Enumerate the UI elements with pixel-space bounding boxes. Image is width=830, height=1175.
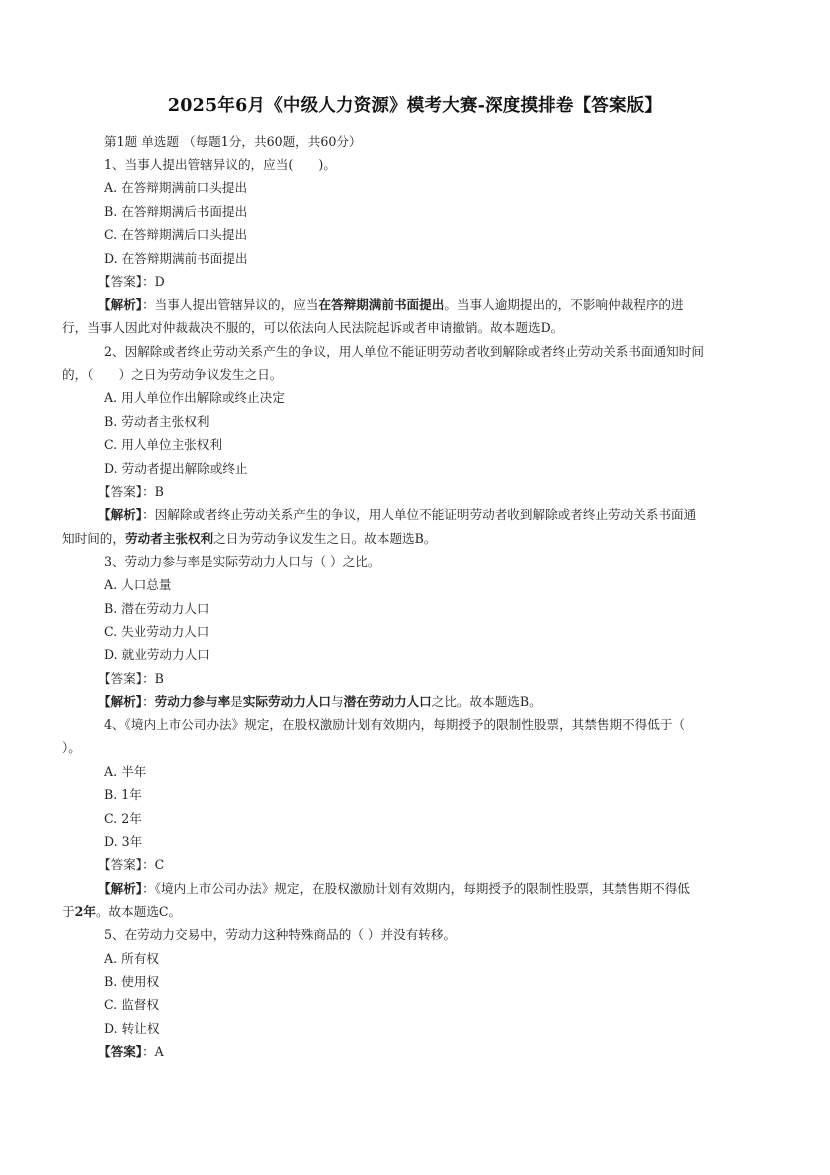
question-2-option-c: C. 用人单位主张权利 (104, 437, 222, 452)
question-4-analysis-line2: 于2年。故本题选C。 (62, 904, 182, 919)
page-title: 2025年6月《中级人力资源》模考大赛-深度摸排卷【答案版】 (167, 96, 663, 116)
question-4-option-a: A. 半年 (104, 764, 147, 779)
question-1-analysis-line2: 行，当事人因此对仲裁裁决不服的，可以依法向人民法院起诉或者申请撤销。故本题选D。 (62, 320, 564, 335)
question-2-stem-line1: 2、因解除或者终止劳动关系产生的争议，用人单位不能证明劳动者收到解除或者终止劳动关系书面通知时间 (104, 344, 704, 359)
question-1-option-a: A. 在答辩期满前口头提出 (104, 180, 248, 195)
question-3-option-d: D. 就业劳动力人口 (104, 647, 210, 662)
question-5-answer: 【答案】：A (98, 1044, 164, 1059)
question-2-answer: 【答案】：B (98, 484, 164, 499)
question-1-analysis-line1: 【解析】：当事人提出管辖异议的，应当在答辩期满前书面提出。当事人逾期提出的，不影响仲裁程序的进 (98, 297, 684, 312)
answer-label: 【答案】 (98, 484, 143, 499)
analysis-label: 【解析】 (98, 507, 143, 522)
question-3-answer: 【答案】：B (98, 671, 164, 686)
question-4-option-d: D. 3年 (104, 834, 143, 849)
answer-value: D (154, 274, 165, 289)
question-4-answer: 【答案】：C (98, 857, 165, 872)
question-3-option-a: A. 人口总量 (104, 577, 172, 592)
question-4-analysis-line1: 【解析】：《境内上市公司办法》规定，在股权激励计划有效期内，每期授予的限制性股票，其禁售期不得低 (98, 881, 690, 896)
answer-value: B (154, 484, 164, 499)
section-heading: 第1题 单选题 （每题1分，共60题，共60分） (104, 134, 362, 149)
answer-label: 【答案】 (98, 1044, 143, 1059)
question-4-option-c: C. 2年 (104, 811, 142, 826)
analysis-label: 【解析】 (98, 694, 143, 709)
question-4-stem-line2: ）。 (62, 740, 81, 755)
question-2-option-a: A. 用人单位作出解除或终止决定 (104, 390, 285, 405)
question-1-answer: 【答案】：D (98, 274, 165, 289)
question-3-stem: 3、劳动力参与率是实际劳动力人口与（ ）之比。 (104, 554, 381, 569)
question-1-option-c: C. 在答辩期满后口头提出 (104, 227, 248, 242)
question-3-option-b: B. 潜在劳动力人口 (104, 601, 210, 616)
question-5-option-c: C. 监督权 (104, 997, 159, 1012)
question-4-option-b: B. 1年 (104, 787, 142, 802)
question-5-stem: 5、在劳动力交易中，劳动力这种特殊商品的（ ）并没有转移。 (104, 927, 457, 942)
answer-value: C (154, 857, 165, 872)
question-5-option-b: B. 使用权 (104, 974, 160, 989)
question-5-option-d: D. 转让权 (104, 1021, 160, 1036)
question-2-analysis-line1: 【解析】：因解除或者终止劳动关系产生的争议，用人单位不能证明劳动者收到解除或者终止劳动关系书面通 (98, 507, 697, 522)
question-3-analysis: 【解析】：劳动力参与率是实际劳动力人口与潜在劳动力人口之比。故本题选B。 (98, 694, 542, 709)
question-4-stem-line1: 4、《境内上市公司办法》规定，在股权激励计划有效期内，每期授予的限制性股票，其禁售期不得低于（ (104, 717, 686, 732)
answer-value: A (154, 1044, 164, 1059)
analysis-label: 【解析】 (98, 297, 143, 312)
question-1-option-d: D. 在答辩期满前书面提出 (104, 251, 248, 266)
analysis-label: 【解析】 (98, 881, 143, 896)
question-2-analysis-line2: 知时间的，劳动者主张权利之日为劳动争议发生之日。故本题选B。 (62, 531, 437, 546)
answer-label: 【答案】 (98, 671, 143, 686)
question-2-option-d: D. 劳动者提出解除或终止 (104, 461, 248, 476)
question-2-stem-line2: 的，（ ）之日为劳动争议发生之日。 (62, 367, 283, 382)
answer-value: B (154, 671, 164, 686)
answer-label: 【答案】 (98, 274, 143, 289)
question-2-option-b: B. 劳动者主张权利 (104, 414, 210, 429)
answer-label: 【答案】 (98, 857, 143, 872)
question-1-option-b: B. 在答辩期满后书面提出 (104, 204, 248, 219)
question-1-stem: 1、当事人提出管辖异议的，应当( )。 (104, 157, 336, 172)
question-3-option-c: C. 失业劳动力人口 (104, 624, 210, 639)
question-5-option-a: A. 所有权 (104, 951, 159, 966)
